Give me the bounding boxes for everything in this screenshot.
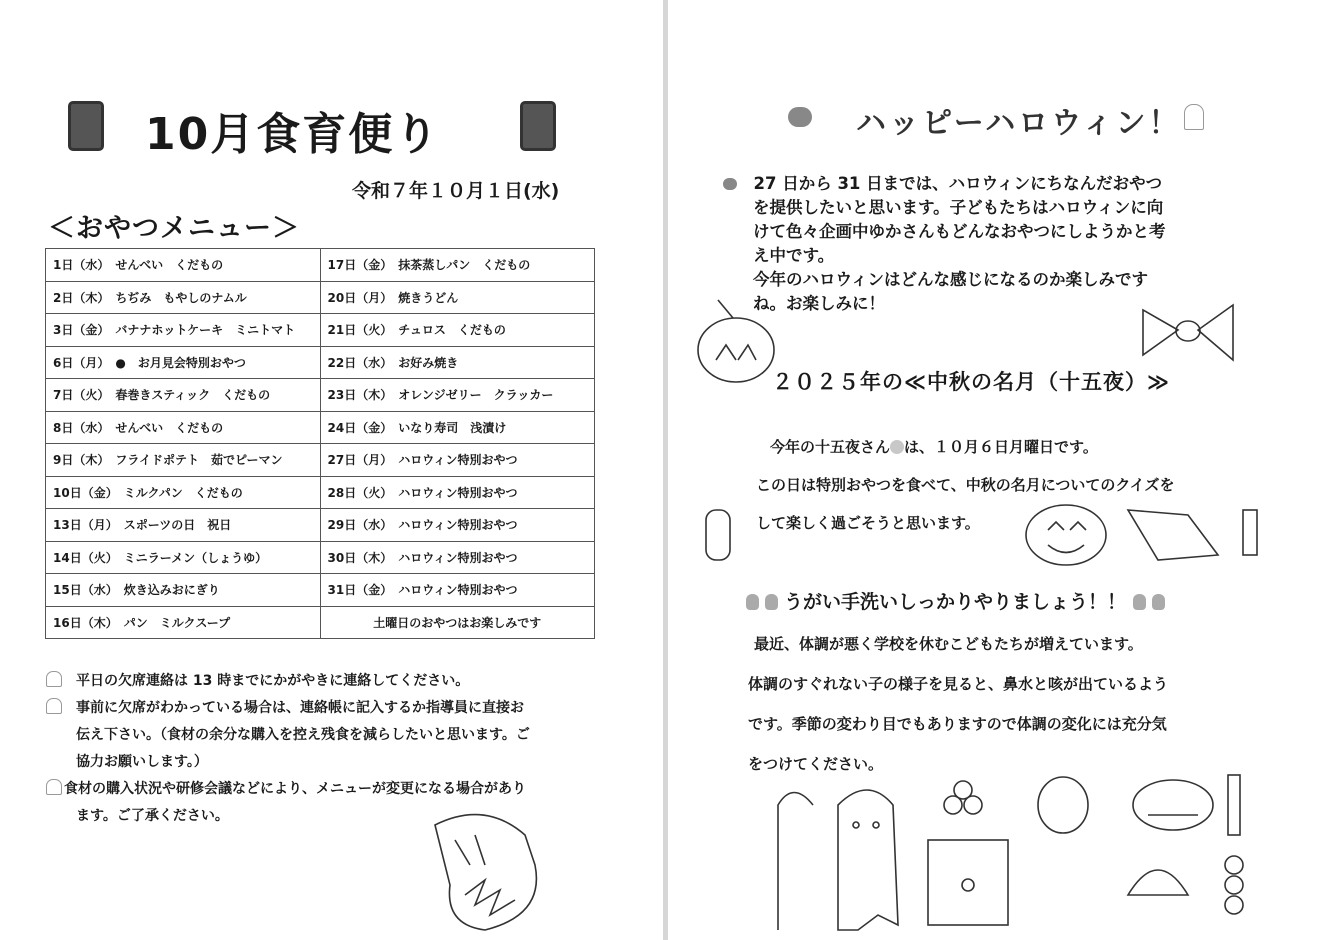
menu-row	[46, 411, 595, 444]
candy-drawing	[1133, 300, 1243, 370]
food-icon	[520, 101, 556, 151]
hygiene-text	[748, 624, 1168, 784]
menu-cell: 22日（水） お好み焼き	[320, 346, 595, 379]
moon-heading: ２０２５年の≪中秋の名月（十五夜）≫	[772, 370, 1170, 394]
heading-text: うがい手洗いしっかりやりましょう！！	[784, 591, 1127, 613]
note-text: ます。ご了承ください。	[76, 808, 229, 824]
note-text: 伝え下さい。（食材の余分な購入を控え残食を減らしたいと思います。ご	[76, 727, 530, 743]
hand-icon	[1133, 594, 1146, 610]
halloween-text	[723, 172, 1166, 316]
food-icon	[68, 101, 104, 151]
text-line: は、１０月６日月曜日です。	[904, 438, 1098, 456]
pumpkin-icon	[723, 178, 737, 190]
candy-drawing	[425, 805, 565, 935]
menu-cell: 27日（月） ハロウィン特別おやつ	[320, 444, 595, 477]
hygiene-heading	[746, 587, 1171, 614]
newsletter-title: 10月食育便り	[145, 109, 441, 160]
pumpkin-icon	[788, 107, 812, 127]
hand-icon	[765, 594, 778, 610]
ghost-icon	[1184, 104, 1204, 130]
menu-cell: 1日（水） せんべい くだもの	[46, 249, 321, 282]
menu-cell: 10日（金） ミルクパン くだもの	[46, 476, 321, 509]
text-line: この日は特別おやつを食べて、中秋の名月についてのクイズを	[756, 476, 1175, 494]
right-page	[668, 0, 1325, 940]
menu-row	[46, 314, 595, 347]
menu-row	[46, 541, 595, 574]
text-line: けて色々企画中ゆかさんもどんなおやつにしようかと考	[753, 222, 1166, 241]
menu-cell: 13日（月） スポーツの日 祝日	[46, 509, 321, 542]
menu-cell: 15日（水） 炊き込みおにぎり	[46, 574, 321, 607]
menu-row	[46, 346, 595, 379]
note-text: 協力お願いします。）	[76, 754, 208, 770]
menu-cell: 土曜日のおやつはお楽しみです	[320, 606, 595, 639]
text-line: して楽しく過ごそうと思います。	[756, 514, 980, 532]
menu-cell: 29日（水） ハロウィン特別おやつ	[320, 509, 595, 542]
issue-date: 令和７年１０月１日(水)	[352, 180, 560, 202]
menu-row	[46, 606, 595, 639]
menu-cell: 23日（木） オレンジゼリー クラッカー	[320, 379, 595, 412]
text-line: 今年の十五夜さん	[770, 438, 891, 456]
ghost-icon	[46, 779, 62, 795]
menu-cell: 14日（火） ミニラーメン（しょうゆ）	[46, 541, 321, 574]
hand-icon	[746, 594, 759, 610]
menu-cell: 16日（木） パン ミルクスープ	[46, 606, 321, 639]
snack-menu-table	[45, 248, 595, 639]
text-line: え中です。	[753, 246, 835, 265]
menu-row	[46, 281, 595, 314]
ghost-icon	[46, 698, 62, 714]
hand-icon	[1152, 594, 1165, 610]
menu-cell: 30日（木） ハロウィン特別おやつ	[320, 541, 595, 574]
note-text: 食材の購入状況や研修会議などにより、メニューが変更になる場合があり	[64, 781, 526, 797]
note-text: 事前に欠席がわかっている場合は、連絡帳に記入するか指導員に直接お	[76, 700, 524, 716]
menu-row	[46, 249, 595, 282]
moon-viewing-drawings	[728, 765, 1288, 935]
menu-cell: 31日（金） ハロウィン特別おやつ	[320, 574, 595, 607]
menu-cell: 9日（木） フライドポテト 茹でピーマン	[46, 444, 321, 477]
menu-row	[46, 509, 595, 542]
menu-row	[46, 476, 595, 509]
snack-menu-heading: ＜おやつメニュー＞	[48, 213, 300, 244]
text-line: 体調のすぐれない子の様子を見ると、鼻水と咳が出ているよう	[748, 675, 1169, 693]
menu-cell: 8日（水） せんべい くだもの	[46, 411, 321, 444]
moon-icon	[890, 440, 904, 454]
menu-cell: 2日（木） ちぢみ もやしのナムル	[46, 281, 321, 314]
menu-cell: 21日（火） チュロス くだもの	[320, 314, 595, 347]
text-line: 27 日から 31 日までは、ハロウィンにちなんだおやつ	[753, 174, 1163, 193]
menu-cell: 24日（金） いなり寿司 浅漬け	[320, 411, 595, 444]
text-line: を提供したいと思います。子どもたちはハロウィンに向	[753, 198, 1164, 217]
menu-cell: 28日（火） ハロウィン特別おやつ	[320, 476, 595, 509]
menu-cell: 17日（金） 抹茶蒸しパン くだもの	[320, 249, 595, 282]
menu-cell: 6日（月） ● お月見会特別おやつ	[46, 346, 321, 379]
note-text: 平日の欠席連絡は 13 時までにかがやきに連絡してください。	[76, 673, 470, 689]
jack-o-lantern-drawing	[688, 290, 788, 390]
menu-row	[46, 444, 595, 477]
text-line: 最近、体調が悪く学校を休むこどもたちが増えています。	[754, 635, 1143, 653]
text-line: ね。お楽しみに！	[753, 294, 885, 313]
halloween-title: ハッピーハロウィン！	[856, 106, 1182, 141]
menu-cell: 7日（火） 春巻きスティック くだもの	[46, 379, 321, 412]
menu-row	[46, 574, 595, 607]
ghost-icon	[46, 671, 62, 687]
text-line: をつけてください。	[748, 755, 884, 773]
text-line: 今年のハロウィンはどんな感じになるのか楽しみです	[753, 270, 1149, 289]
menu-row	[46, 379, 595, 412]
menu-cell: 3日（金） バナナホットケーキ ミニトマト	[46, 314, 321, 347]
halloween-drawings	[698, 490, 1298, 580]
menu-cell: 20日（月） 焼きうどん	[320, 281, 595, 314]
text-line: です。季節の変わり目でもありますので体調の変化には充分気	[748, 715, 1167, 733]
